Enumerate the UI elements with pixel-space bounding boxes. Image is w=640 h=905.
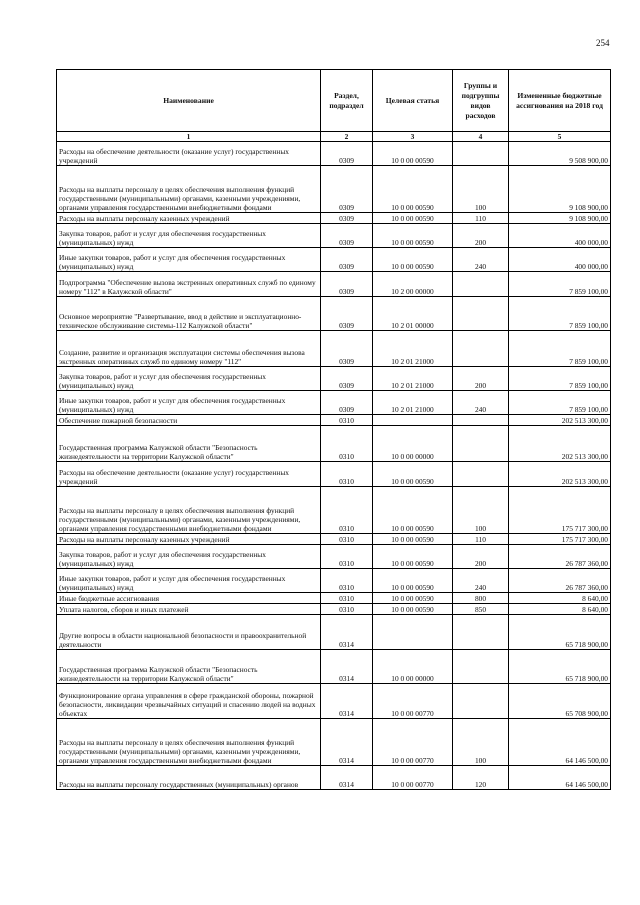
cell-name: Иные закупки товаров, работ и услуг для обеспечения государственных (муниципальных) нужд [57,569,321,593]
cell-name: Расходы на выплаты персоналу в целях обеспечения выполнения функций государственными (муниципальными) органами, казенными учреждениями, органами управления государственными внебюджетными фондами [57,166,321,213]
cell-section: 0309 [321,391,373,415]
table-row [57,684,611,719]
cell-amount: 64 146 500,00 [509,719,611,766]
cell-section: 0309 [321,142,373,166]
cell-section: 0310 [321,534,373,545]
column-number-row [57,132,611,142]
cell-article: 10 2 01 21000 [373,391,453,415]
table-row [57,224,611,248]
cell-name: Расходы на выплаты персоналу в целях обеспечения выполнения функций государственными (муниципальными) органами, казенными учреждениями, органами управления государственными внебюджетными фондами [57,487,321,534]
table-row [57,297,611,331]
header-article: Целевая статья [373,70,453,132]
cell-article: 10 0 00 00590 [373,213,453,224]
header-section: Раздел, подраздел [321,70,373,132]
header-name: Наименование [57,70,321,132]
cell-group: 110 [453,534,509,545]
cell-amount: 9 108 900,00 [509,166,611,213]
cell-name: Уплата налогов, сборов и иных платежей [57,604,321,615]
cell-name: Закупка товаров, работ и услуг для обеспечения государственных (муниципальных) нужд [57,224,321,248]
cell-article: 10 2 01 21000 [373,331,453,367]
cell-group [453,297,509,331]
cell-section: 0314 [321,719,373,766]
cell-amount: 175 717 300,00 [509,487,611,534]
cell-group [453,415,509,426]
col-number: 5 [509,132,611,142]
cell-group [453,331,509,367]
table-row [57,615,611,650]
cell-name: Другие вопросы в области национальной безопасности и правоохранительной деятельности [57,615,321,650]
cell-amount: 8 640,00 [509,604,611,615]
cell-article: 10 0 00 00590 [373,142,453,166]
cell-name: Государственная программа Калужской области "Безопасность жизнедеятельности на территории Калужской области" [57,426,321,462]
cell-section: 0314 [321,766,373,790]
cell-article: 10 0 00 00590 [373,593,453,604]
cell-group [453,426,509,462]
cell-article: 10 0 00 00770 [373,719,453,766]
cell-name: Закупка товаров, работ и услуг для обеспечения государственных (муниципальных) нужд [57,545,321,569]
cell-group: 800 [453,593,509,604]
table-row [57,593,611,604]
cell-section: 0309 [321,367,373,391]
cell-section: 0314 [321,650,373,684]
cell-article [373,615,453,650]
table-row [57,391,611,415]
table-row [57,766,611,790]
cell-article: 10 0 00 00590 [373,534,453,545]
cell-amount: 26 787 360,00 [509,545,611,569]
cell-group: 240 [453,248,509,272]
table-row [57,367,611,391]
table-row [57,545,611,569]
cell-amount: 8 640,00 [509,593,611,604]
cell-section: 0310 [321,415,373,426]
cell-group [453,272,509,297]
cell-amount: 7 859 100,00 [509,331,611,367]
table-row [57,248,611,272]
cell-name: Государственная программа Калужской области "Безопасность жизнедеятельности на территории Калужской области" [57,650,321,684]
cell-section: 0309 [321,224,373,248]
cell-article: 10 2 01 00000 [373,297,453,331]
cell-amount: 7 859 100,00 [509,391,611,415]
col-number: 2 [321,132,373,142]
cell-section: 0314 [321,684,373,719]
cell-group: 850 [453,604,509,615]
header-group: Группы и подгруппы видов расходов [453,70,509,132]
cell-article: 10 0 00 00770 [373,684,453,719]
col-number: 1 [57,132,321,142]
cell-group: 120 [453,766,509,790]
table-row [57,415,611,426]
cell-article: 10 0 00 00000 [373,426,453,462]
cell-amount: 9 508 900,00 [509,142,611,166]
header-amount: Измененные бюджетные ассигнования на 2018 год [509,70,611,132]
cell-name: Расходы на выплаты персоналу казенных учреждений [57,213,321,224]
table-row [57,331,611,367]
cell-section: 0309 [321,248,373,272]
cell-name: Создание, развитие и организация эксплуатации системы обеспечения вызова экстренных оперативных служб по единому номеру "112" [57,331,321,367]
cell-name: Иные закупки товаров, работ и услуг для обеспечения государственных (муниципальных) нужд [57,391,321,415]
cell-section: 0309 [321,213,373,224]
cell-group [453,650,509,684]
cell-name: Расходы на выплаты персоналу государственных (муниципальных) органов [57,766,321,790]
page-number: 254 [596,38,610,48]
cell-name: Иные бюджетные ассигнования [57,593,321,604]
cell-amount: 9 108 900,00 [509,213,611,224]
cell-article: 10 0 00 00590 [373,248,453,272]
cell-name: Расходы на обеспечение деятельности (оказание услуг) государственных учреждений [57,142,321,166]
cell-article: 10 0 00 00590 [373,604,453,615]
cell-name: Расходы на обеспечение деятельности (оказание услуг) государственных учреждений [57,462,321,487]
cell-amount: 202 513 300,00 [509,415,611,426]
table-row [57,426,611,462]
cell-amount: 65 718 900,00 [509,650,611,684]
table-row [57,213,611,224]
table-row [57,166,611,213]
table-row [57,142,611,166]
cell-section: 0310 [321,487,373,534]
cell-group [453,684,509,719]
cell-amount: 400 000,00 [509,248,611,272]
table-row [57,569,611,593]
cell-article [373,415,453,426]
col-number: 4 [453,132,509,142]
cell-article: 10 0 00 00590 [373,462,453,487]
cell-group: 100 [453,719,509,766]
header-row [57,70,611,132]
cell-group [453,462,509,487]
col-number: 3 [373,132,453,142]
table-row [57,719,611,766]
cell-amount: 7 859 100,00 [509,297,611,331]
cell-group [453,142,509,166]
cell-name: Обеспечение пожарной безопасности [57,415,321,426]
cell-amount: 64 146 500,00 [509,766,611,790]
cell-amount: 65 708 900,00 [509,684,611,719]
cell-amount: 26 787 360,00 [509,569,611,593]
cell-section: 0310 [321,462,373,487]
table-row [57,272,611,297]
cell-article: 10 2 00 00000 [373,272,453,297]
cell-article: 10 0 00 00590 [373,569,453,593]
cell-section: 0309 [321,166,373,213]
cell-group: 240 [453,391,509,415]
cell-group: 200 [453,224,509,248]
cell-group: 100 [453,487,509,534]
cell-amount: 65 718 900,00 [509,615,611,650]
cell-name: Расходы на выплаты персоналу казенных учреждений [57,534,321,545]
cell-name: Функционирование органа управления в сфере гражданской обороны, пожарной безопасности, ликвидации чрезвычайных ситуаций и спасению людей на водных объектах [57,684,321,719]
cell-group: 110 [453,213,509,224]
cell-amount: 202 513 300,00 [509,462,611,487]
cell-group: 240 [453,569,509,593]
cell-amount: 400 000,00 [509,224,611,248]
cell-article: 10 2 01 21000 [373,367,453,391]
table-row [57,534,611,545]
cell-section: 0309 [321,297,373,331]
cell-amount: 7 859 100,00 [509,367,611,391]
cell-amount: 7 859 100,00 [509,272,611,297]
cell-article: 10 0 00 00590 [373,166,453,213]
cell-article: 10 0 00 00590 [373,545,453,569]
table-row [57,462,611,487]
cell-section: 0310 [321,545,373,569]
cell-section: 0310 [321,569,373,593]
table-row [57,650,611,684]
cell-amount: 175 717 300,00 [509,534,611,545]
cell-name: Основное мероприятие "Развертывание, ввод в действие и эксплуатационно-техническое обслуживание системы-112 Калужской области" [57,297,321,331]
cell-group: 200 [453,545,509,569]
cell-name: Расходы на выплаты персоналу в целях обеспечения выполнения функций государственными (муниципальными) органами, казенными учреждениями, органами управления государственными внебюджетными фондами [57,719,321,766]
cell-article: 10 0 00 00000 [373,650,453,684]
cell-name: Иные закупки товаров, работ и услуг для обеспечения государственных (муниципальных) нужд [57,248,321,272]
budget-table [56,69,611,790]
cell-article: 10 0 00 00770 [373,766,453,790]
cell-section: 0310 [321,593,373,604]
cell-name: Закупка товаров, работ и услуг для обеспечения государственных (муниципальных) нужд [57,367,321,391]
cell-name: Подпрограмма "Обеспечение вызова экстренных оперативных служб по единому номеру "112" в Калужской области" [57,272,321,297]
cell-group [453,615,509,650]
table-row [57,604,611,615]
cell-section: 0309 [321,272,373,297]
cell-section: 0314 [321,615,373,650]
cell-section: 0309 [321,331,373,367]
cell-article: 10 0 00 00590 [373,224,453,248]
cell-article: 10 0 00 00590 [373,487,453,534]
cell-group: 200 [453,367,509,391]
cell-amount: 202 513 300,00 [509,426,611,462]
table-row [57,487,611,534]
cell-group: 100 [453,166,509,213]
cell-section: 0310 [321,604,373,615]
cell-section: 0310 [321,426,373,462]
